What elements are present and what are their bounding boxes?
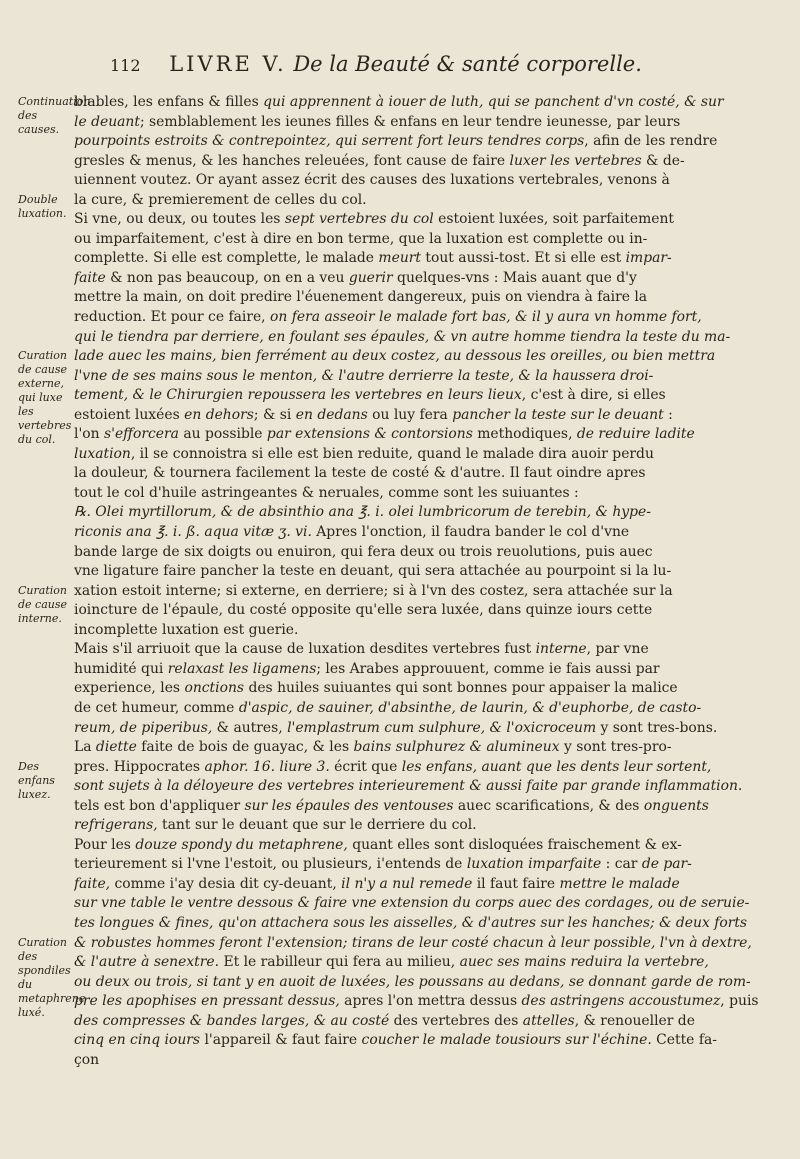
text-run: refrigerans, bbox=[74, 817, 158, 834]
text-line bbox=[74, 328, 776, 348]
text-line bbox=[74, 679, 776, 699]
text-run: faite, bbox=[74, 875, 111, 892]
text-run: onguents bbox=[643, 797, 709, 814]
text-run: lade auec les mains, bien ferrément au deux costez, au dessous les oreilles, ou bien mettra bbox=[74, 348, 716, 365]
text-line bbox=[74, 445, 776, 465]
text-run: l'vne de ses mains sous le menton, & l'autre derrierre la teste, & la haussera droi- bbox=[74, 367, 654, 384]
margin-note: Double luxation. bbox=[18, 192, 67, 220]
margin-note: Continuation des causes. bbox=[18, 95, 91, 136]
text-run: , puis bbox=[720, 993, 759, 1010]
text-line bbox=[74, 758, 776, 778]
text-run: tement, & le Chirurgien repoussera les vertebres en leurs lieux bbox=[74, 387, 522, 404]
text-run: pancher la teste sur le deuant bbox=[452, 406, 664, 423]
text-run: ; semblablement les ieunes filles & enfans en leur tendre ieunesse, par leurs bbox=[139, 113, 681, 130]
text-line bbox=[74, 503, 776, 523]
text-line bbox=[74, 93, 776, 113]
text-run: & robustes hommes feront l'extension; tirans de leur costé chacun à leur possible, l'vn à dextre, bbox=[74, 934, 752, 951]
text-run: ioincture de l'épaule, du costé opposite qu'elle sera luxée, dans quinze iours cette bbox=[74, 602, 653, 619]
text-line bbox=[74, 875, 776, 895]
text-line bbox=[74, 367, 776, 387]
text-run: La bbox=[74, 739, 96, 756]
text-line bbox=[74, 562, 776, 582]
text-run: la douleur, & tournera facilement la teste de costé & d'autre. Il faut oindre apres bbox=[74, 465, 646, 482]
text-line bbox=[74, 973, 776, 993]
text-run: , & renoueller de bbox=[574, 1012, 695, 1029]
text-run: l'on bbox=[74, 426, 104, 443]
text-run: en dehors bbox=[184, 406, 254, 423]
text-run: douze spondy du metaphrene, bbox=[135, 836, 348, 853]
text-run: l'appareil & faut faire bbox=[200, 1032, 362, 1049]
text-line bbox=[74, 171, 776, 191]
text-line bbox=[74, 425, 776, 445]
text-run: tels est bon d'appliquer bbox=[74, 797, 245, 814]
text-run: guerir bbox=[348, 269, 393, 286]
text-run: luxation imparfaite bbox=[466, 856, 602, 873]
text-run: incomplette luxation est guerie. bbox=[74, 621, 299, 638]
text-run: par extensions & contorsions bbox=[266, 426, 473, 443]
text-run: gresles & menus, & les hanches releuées, font cause de faire bbox=[74, 152, 510, 169]
text-run: des vertebres des bbox=[389, 1012, 523, 1029]
text-run: tant sur le deuant que sur le derriere du col. bbox=[157, 817, 477, 834]
text-run: estoient luxées bbox=[74, 406, 185, 423]
text-run: diette bbox=[95, 739, 137, 756]
text-line bbox=[74, 914, 776, 934]
text-run: de reduire ladite bbox=[576, 426, 695, 443]
text-line bbox=[74, 113, 776, 133]
text-run: quelques-vns : Mais auant que d'y bbox=[392, 269, 637, 286]
text-line bbox=[74, 992, 776, 1012]
text-line bbox=[74, 347, 776, 367]
text-line bbox=[74, 230, 776, 250]
text-line bbox=[74, 269, 776, 289]
text-line bbox=[74, 308, 776, 328]
text-run: Pour les bbox=[74, 836, 136, 853]
text-run: & non pas beaucoup, on en a veu bbox=[105, 269, 349, 286]
margin-note: Curation de cause interne. bbox=[18, 583, 68, 625]
text-line bbox=[74, 1051, 776, 1071]
text-run: ou imparfaitement, c'est à dire en bon terme, que la luxation est complette ou in- bbox=[74, 230, 648, 247]
text-run: bande large de six doigts ou enuiron, qui fera deux ou trois reuolutions, puis auec bbox=[74, 543, 653, 560]
text-run: ; les Arabes approuuent, comme ie fais aussi par bbox=[316, 660, 660, 677]
text-line bbox=[74, 816, 776, 836]
text-run: faite bbox=[74, 269, 106, 286]
text-line bbox=[74, 210, 776, 230]
text-run: tout aussi-tost. Et si elle est bbox=[420, 250, 626, 267]
text-run: qui apprennent à iouer de luth, qui se panchent d'vn costé, & sur bbox=[263, 94, 724, 110]
text-run: cinq en cinq iours bbox=[74, 1032, 201, 1049]
text-line bbox=[74, 484, 776, 504]
text-run: & l'autre à senextre. bbox=[74, 954, 220, 971]
text-run: onctions bbox=[184, 680, 245, 697]
text-run: faite de bois de guayac, & les bbox=[136, 739, 354, 756]
text-line bbox=[74, 132, 776, 152]
text-run: ou deux ou trois, si tant y en auoit de luxées, les poussans au dedans, se donnant garde de rom- bbox=[74, 973, 751, 990]
text-run: le deuant bbox=[74, 113, 140, 130]
running-title: De la Beauté & santé corporelle. bbox=[293, 52, 642, 76]
text-run: reduction. Et pour ce faire, bbox=[74, 309, 271, 326]
text-run: blables, les enfans & filles bbox=[74, 94, 264, 110]
text-line bbox=[74, 152, 776, 172]
text-run: les enfans, auant que les dents leur sortent, bbox=[401, 758, 712, 775]
text-line bbox=[74, 543, 776, 563]
text-line bbox=[74, 640, 776, 660]
text-run: y sont tres-bons. bbox=[596, 719, 718, 736]
text-run: de par- bbox=[641, 856, 692, 873]
text-line bbox=[74, 953, 776, 973]
text-run: relaxast les ligamens bbox=[167, 660, 317, 677]
text-run: Si vne, ou deux, ou toutes les bbox=[74, 211, 285, 228]
text-run: écrit que bbox=[329, 758, 402, 775]
text-run: vne ligature faire pancher la teste en deuant, qui sera attachée au pourpoint si la lu- bbox=[74, 563, 672, 580]
text-run: Apres l'onction, il faudra bander le col d'vne bbox=[311, 524, 630, 541]
text-run: s'efforcera bbox=[104, 426, 179, 443]
text-run: & de- bbox=[641, 152, 685, 169]
text-line bbox=[74, 523, 776, 543]
text-line bbox=[74, 719, 776, 739]
text-run: ; & si bbox=[253, 406, 296, 423]
text-run: apres l'on mettra dessus bbox=[339, 993, 522, 1010]
text-run: aphor. 16. liure 3. bbox=[204, 758, 330, 775]
text-run: sur vne table le ventre dessous & faire vne extension du corps auec des cordages, ou de seruie- bbox=[74, 895, 750, 912]
text-run: xation estoit interne; si externe, en derriere; si à l'vn des costez, sera attachée sur la bbox=[74, 582, 673, 599]
margin-note: Curation de cause externe, qui luxe les vertebres du col. bbox=[18, 349, 72, 447]
text-run: pourpoints estroits & contrepointez, qui serrent fort leurs tendres corps bbox=[74, 133, 585, 150]
text-run: ℞. Olei myrtillorum, & de absinthio ana ℥. i. olei lumbricorum de terebin, & hype- bbox=[74, 504, 651, 521]
text-run: auec scarifications, & des bbox=[453, 797, 644, 814]
text-run: estoient luxées, soit parfaitement bbox=[433, 211, 675, 228]
text-run: pres. Hippocrates bbox=[74, 758, 205, 775]
text-run: sont sujets à la déloyeure des vertebres interieurement & aussi faite par grande inflammation. bbox=[74, 778, 743, 795]
text-line bbox=[74, 894, 776, 914]
text-run: interne bbox=[535, 641, 587, 658]
text-run: Cette fa- bbox=[651, 1032, 717, 1049]
text-line bbox=[74, 621, 776, 641]
text-run: tes longues & fines, qu'on attachera sous les aisselles, & d'autres sur les hanches; & deux forts bbox=[74, 914, 748, 931]
text-run: , par vne bbox=[586, 641, 649, 658]
text-line bbox=[74, 777, 776, 797]
text-line bbox=[74, 386, 776, 406]
text-line bbox=[74, 738, 776, 758]
text-run: en dedans bbox=[295, 406, 368, 423]
text-line bbox=[74, 855, 776, 875]
text-run: , afin de les rendre bbox=[584, 133, 718, 150]
text-run: : bbox=[663, 406, 673, 423]
text-run: la cure, & premierement de celles du col. bbox=[74, 191, 367, 208]
text-run: riconis ana ℥. i. ß. aqua vitæ ʒ. vi. bbox=[74, 524, 312, 541]
text-run: reum, de piperibus, bbox=[74, 719, 213, 736]
text-line bbox=[74, 1031, 776, 1051]
text-run: qui le tiendra par derriere, en foulant ses épaules, & vn autre homme tiendra la teste du ma- bbox=[74, 328, 731, 345]
main-text bbox=[74, 93, 776, 1143]
text-run: uiennent voutez. Or ayant assez écrit des causes des luxations vertebrales, venons à bbox=[74, 172, 670, 189]
text-run: methodiques, bbox=[472, 426, 577, 443]
text-line bbox=[74, 836, 776, 856]
text-run: pre les apophises en pressant dessus, bbox=[74, 993, 340, 1010]
text-run: y sont tres-pro- bbox=[559, 739, 672, 756]
text-line bbox=[74, 249, 776, 269]
text-run: l'emplastrum cum sulphure, & l'oxicroceum bbox=[287, 719, 597, 736]
text-line bbox=[74, 934, 776, 954]
text-line bbox=[74, 660, 776, 680]
text-run: comme i'ay desia dit cy-deuant, bbox=[110, 875, 342, 892]
text-line bbox=[74, 288, 776, 308]
text-line bbox=[74, 406, 776, 426]
text-run: luxer les vertebres bbox=[509, 152, 642, 169]
text-run: Mais s'il arriuoit que la cause de luxation desdites vertebres fust bbox=[74, 641, 536, 658]
text-run: d'aspic, de sauiner, d'absinthe, de laurin, & d'euphorbe, de casto- bbox=[238, 699, 702, 716]
text-run: on fera asseoir le malade fort bas, & il y aura vn homme fort, bbox=[270, 309, 702, 326]
text-run: des astringens accoustumez bbox=[521, 993, 721, 1010]
text-run: mettre la main, on doit predire l'éuenement dangereux, puis on viendra à faire la bbox=[74, 289, 648, 306]
text-run: , c'est à dire, si elles bbox=[521, 387, 666, 404]
text-run: auec ses mains reduira la vertebre, bbox=[459, 954, 709, 971]
text-run: impar- bbox=[625, 250, 672, 267]
text-run: mettre le malade bbox=[559, 875, 680, 892]
text-line bbox=[74, 191, 776, 211]
text-run: il n'y a nul remede bbox=[341, 875, 473, 892]
margin-note: Curation des spondiles du metaphrene luxé. bbox=[18, 935, 86, 1019]
page-number: 112 bbox=[110, 56, 141, 75]
text-line bbox=[74, 699, 776, 719]
running-header bbox=[110, 44, 760, 84]
text-run: & autres, bbox=[212, 719, 288, 736]
book-number: LIVRE V. bbox=[169, 52, 287, 76]
text-run: humidité qui bbox=[74, 660, 168, 677]
text-run: luxation bbox=[74, 445, 131, 462]
text-line bbox=[74, 797, 776, 817]
text-run: de cet humeur, comme bbox=[74, 699, 239, 716]
text-run: tout le col d'huile astringeantes & neruales, comme sont les suiuantes : bbox=[74, 484, 579, 501]
text-run: meurt bbox=[378, 250, 421, 267]
text-run: : car bbox=[601, 856, 642, 873]
text-line bbox=[74, 601, 776, 621]
text-run: des compresses & bandes larges, & au costé bbox=[74, 1012, 390, 1029]
text-run: sept vertebres du col bbox=[284, 211, 434, 228]
text-run: , il se connoistra si elle est bien reduite, quand le malade dira auoir perdu bbox=[130, 445, 654, 462]
text-run: coucher le malade tousiours sur l'échine. bbox=[361, 1032, 652, 1049]
text-run: experience, les bbox=[74, 680, 185, 697]
margin-note: Des enfans luxez. bbox=[18, 759, 55, 801]
text-run: attelles bbox=[522, 1012, 575, 1029]
text-run: sur les épaules des ventouses bbox=[244, 797, 454, 814]
text-line bbox=[74, 582, 776, 602]
text-run: il faut faire bbox=[472, 875, 560, 892]
text-run: bains sulphurez & alumineux bbox=[353, 739, 560, 756]
text-run: Et le rabilleur qui fera au milieu, bbox=[219, 954, 460, 971]
text-run: çon bbox=[74, 1051, 100, 1068]
text-run: ou luy fera bbox=[367, 406, 453, 423]
text-line bbox=[74, 1012, 776, 1032]
text-run: complette. Si elle est complette, le malade bbox=[74, 250, 379, 267]
text-line bbox=[74, 464, 776, 484]
text-run: des huiles suiuantes qui sont bonnes pour appaiser la malice bbox=[244, 680, 678, 697]
text-run: quant elles sont disloquées fraischement & ex- bbox=[347, 836, 682, 853]
text-run: terieurement si l'vne l'estoit, ou plusieurs, i'entends de bbox=[74, 856, 467, 873]
text-run: au possible bbox=[178, 426, 267, 443]
